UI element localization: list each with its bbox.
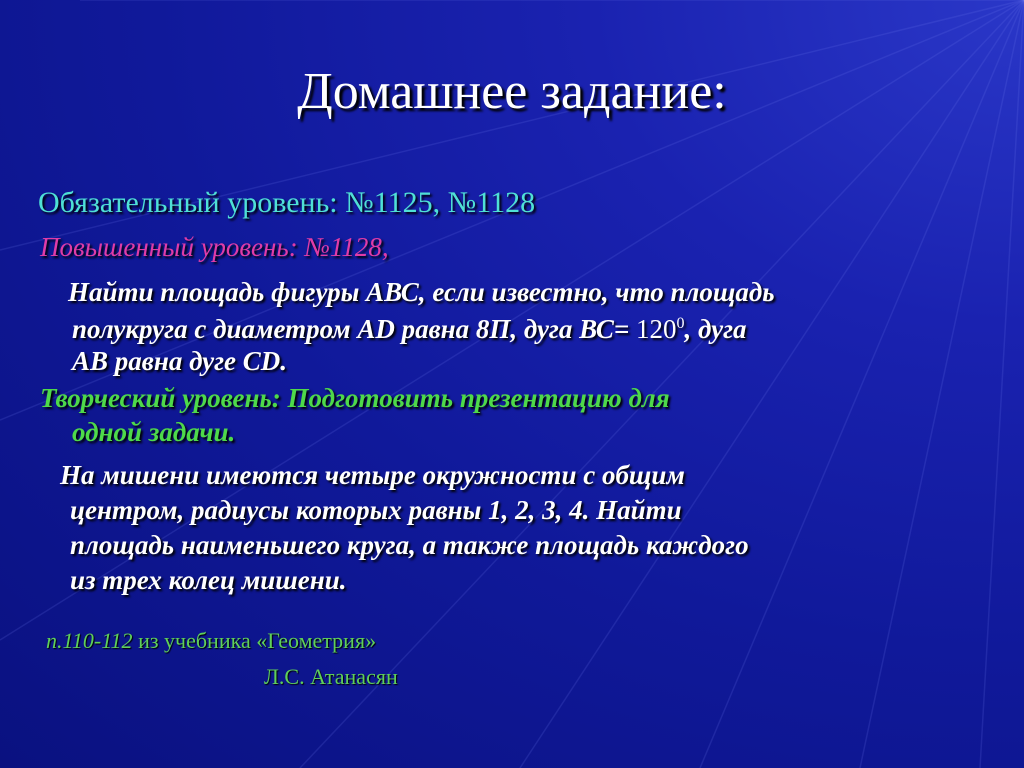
arc-value [636, 314, 685, 344]
textbook-author: Л.С. Атанасян [264, 664, 398, 689]
advanced-task-text [68, 276, 988, 377]
task1-line-2 [68, 308, 988, 345]
task1-line-2-start: полукруга с диаметром AD равна 8П, дуга ВС= [72, 314, 630, 344]
mandatory-level: Обязательный уровень: №1125, №1128 [38, 186, 536, 219]
degree-sign: 0 [676, 315, 685, 332]
task2-line-1: На мишени имеются четыре окружности с общим [60, 460, 685, 490]
task2-line-4: из трех колец мишени. [70, 565, 347, 595]
textbook-pages: п.110-112 [46, 628, 133, 653]
arc-number: 120 [636, 314, 677, 344]
advanced-level: Повышенный уровень: №1128, [40, 232, 389, 262]
creative-level [40, 381, 940, 449]
creative-line-1: Творческий уровень: Подготовить презентацию для [40, 383, 670, 413]
creative-line-2: одной задачи. [72, 417, 236, 447]
task1-line-2-end: , дуга [684, 314, 747, 344]
textbook-reference [46, 628, 376, 654]
task1-line-3: АВ равна дуге CD. [72, 346, 288, 376]
textbook-title: из учебника «Геометрия» [138, 628, 377, 653]
task1-line-1: Найти площадь фигуры АВС, если известно, что площадь [68, 277, 775, 307]
task2-line-3: площадь наименьшего круга, а также площадь каждого [70, 530, 749, 560]
task2-line-2: центром, радиусы которых равны 1, 2, 3, 4. Найти [70, 495, 682, 525]
creative-task-text [60, 458, 990, 598]
slide-title: Домашнее задание: [297, 63, 727, 120]
